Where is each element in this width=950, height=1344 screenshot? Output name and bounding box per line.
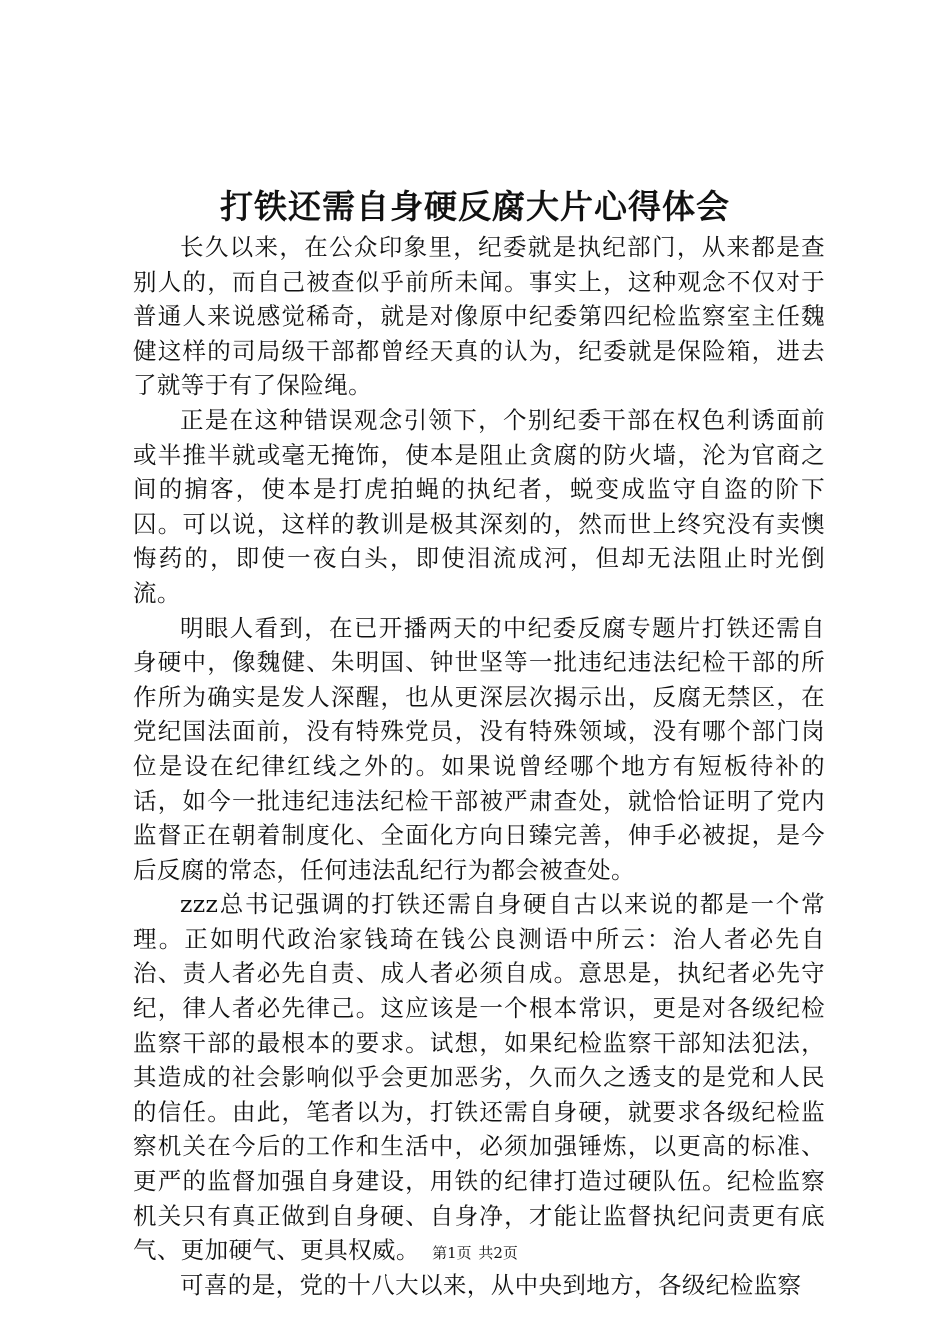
paragraph-5: 可喜的是，党的十八大以来，从中央到地方，各级纪检监察 [180, 1270, 802, 1299]
page-total: 共2页 [478, 1244, 518, 1262]
paragraph-2: 正是在这种错误观念引领下，个别纪委干部在权色利诱面前或半推半就或毫无掩饰，使本是阻止贪腐的防火墙，沦为官商之间的掮客，使本是打虎拍蝇的执纪者，蜕变成监守自盗的阶下囚。可以说，这样的教训是极其深刻的，然而世上终究没有卖懊悔药的，即使一夜白头，即使泪流成河，但却无法阻止时光倒流。 [133, 405, 825, 607]
document-body [133, 230, 825, 1302]
paragraph-4: zzz总书记强调的打铁还需自身硬自古以来说的都是一个常理。正如明代政治家钱琦在钱公良测语中所云：治人者必先自治、责人者必先自责、成人者必须自成。意思是，执纪者必先守纪，律人者必先律己。这应该是一个根本常识，更是对各级纪检监察干部的最根本的要求。试想，如果纪检监察干部知法犯法，其造成的社会影响似乎会更加恶劣，久而久之透支的是党和人民的信任。由此，笔者以为，打铁还需自身硬，就要求各级纪检监察机关在今后的工作和生活中，必须加强锤炼，以更高的标准、更严的监督加强自身建设，用铁的纪律打造过硬队伍。纪检监察机关只有真正做到自身硬、自身净，才能让监督执纪问责更有底气、更加硬气、更具权威。 [133, 890, 825, 1265]
page-number: 第1页 [432, 1244, 472, 1262]
paragraph-1: 长久以来，在公众印象里，纪委就是执纪部门，从来都是查别人的，而自己被查似乎前所未闻。事实上，这种观念不仅对于普通人来说感觉稀奇，就是对像原中纪委第四纪检监察室主任魏健这样的司局级干部都曾经天真的认为，纪委就是保险箱，进去了就等于有了保险绳。 [133, 233, 825, 400]
paragraph-3: 明眼人看到，在已开播两天的中纪委反腐专题片打铁还需自身硬中，像魏健、朱明国、钟世坚等一批违纪违法纪检干部的所作所为确实是发人深醒，也从更深层次揭示出，反腐无禁区，在党纪国法面前，没有特殊党员，没有特殊领域，没有哪个部门岗位是设在纪律红线之外的。如果说曾经哪个地方有短板待补的话，如今一批违纪违法纪检干部被严肃查处，就恰恰证明了党内监督正在朝着制度化、全面化方向日臻完善，伸手必被捉，是今后反腐的常态，任何违法乱纪行为都会被查处。 [133, 613, 825, 884]
page-footer [0, 1243, 950, 1263]
document-title: 打铁还需自身硬反腐大片心得体会 [220, 187, 730, 226]
